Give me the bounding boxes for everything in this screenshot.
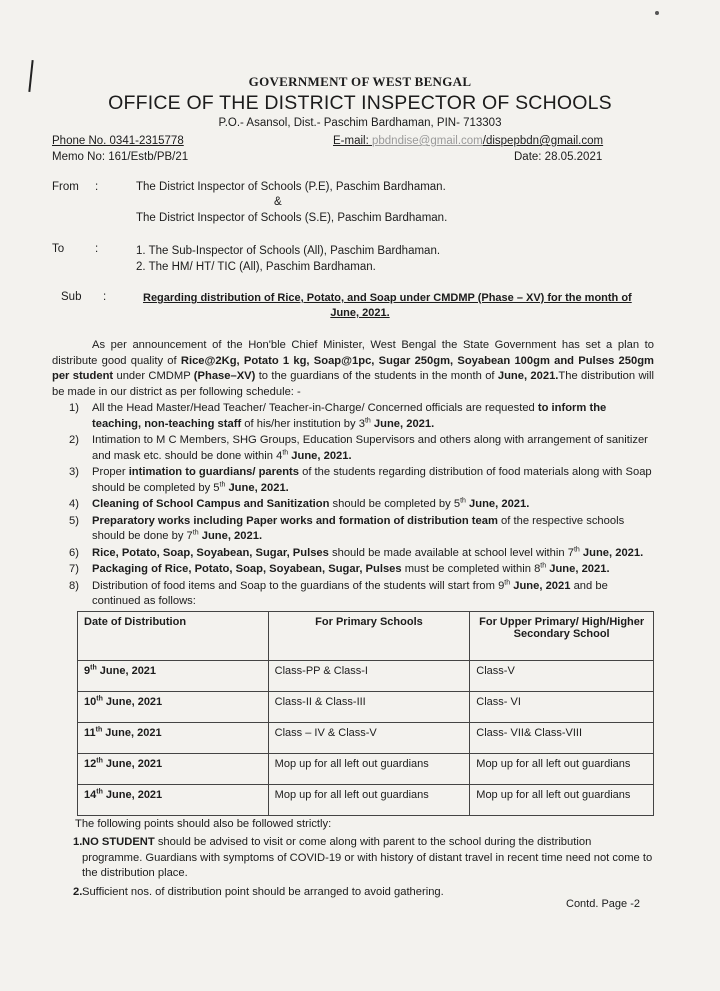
cell-upper: Mop up for all left out guardians [470,754,654,785]
item-text: and be continued as follows: [92,579,608,607]
memo-date: Date: 28.05.2021 [514,151,603,163]
date-sup: th [95,726,103,734]
item-text: of the respective schools should be done by 7 [92,514,625,542]
schedule-item [52,579,654,610]
item-sup: th [219,480,226,488]
cell-date [78,785,269,816]
item-bold: to inform the teaching, non-teaching staff [92,402,607,430]
subject-label: Sub [61,291,82,303]
date-day: 11 [84,727,96,739]
schedule-item [52,546,654,562]
cell-primary: Class-II & Class-III [268,692,470,723]
table-row [78,692,654,723]
table-row [78,754,654,785]
cell-primary: Mop up for all left out guardians [268,754,470,785]
date-rest: June, 2021 [102,789,163,801]
intro-text-4: The distribution will be made in our district as per following schedule: - [52,370,654,398]
date-rest: June, 2021 [96,665,157,677]
item-text: of the students regarding distribution of food materials along with Soap should be completed by 5 [92,466,652,494]
item-bold: intimation to guardians/ parents [128,466,300,478]
intro-text-1: As per announcement of the Hon'ble Chief Minister, West Bengal the State Government has set a plan to distribute good quality of [52,339,654,367]
subject-colon: : [103,291,107,303]
points-list [52,835,654,903]
item-sup: th [573,545,580,553]
continued-note: Contd. Page -2 [566,898,640,910]
item-number: 3) [69,466,79,478]
to-label: To [52,243,65,255]
cell-date [78,692,269,723]
cell-date [78,723,269,754]
cell-date [78,754,269,785]
item-number: 2) [69,434,79,446]
email-line [333,135,603,147]
item-bold: Preparatory works including Paper works and formation of distribution team [92,514,498,527]
header-primary: For Primary Schools [268,612,470,661]
item-text: Distribution of food items and Soap to the guardians of the students will start from 9 [92,579,505,592]
schedule-list [52,401,654,611]
cell-upper: Class- VI [470,692,654,723]
item-text: All the Head Master/Head Teacher/ Teacher-in-Charge/ Concerned officials are requested [92,402,538,414]
item-date: June, 2021. [465,498,530,510]
item-number: 4) [69,498,79,510]
date-rest: June, 2021 [102,696,163,708]
from-label: From [52,181,79,193]
intro-month: June, 2021. [497,370,559,382]
item-date: June, 2021. [579,546,644,559]
cell-upper: Class-V [470,661,654,692]
email-label: E-mail: [333,135,372,147]
item-text: should be completed by 5 [329,498,461,510]
schedule-item [52,401,654,432]
table-row [78,661,654,692]
item-bold: Cleaning of School Campus and Sanitization [92,498,330,510]
item-number: 8) [69,579,79,592]
item-text: Proper [92,466,129,478]
schedule-item [52,465,654,496]
date-rest: June, 2021 [102,758,163,770]
item-sup: th [460,497,466,505]
item-date: June, 2021. [225,481,289,494]
memo-number: Memo No: 161/Estb/PB/21 [52,151,189,163]
from-line-2: The District Inspector of Schools (S.E), Paschim Bardhaman. [136,212,448,224]
date-day: 12 [84,758,97,770]
item-sup: th [504,578,511,586]
cell-primary: Class – IV & Class-V [268,723,470,754]
point-item [52,885,654,901]
distribution-table [77,611,654,816]
header-upper-primary: For Upper Primary/ High/Higher Secondary School [470,612,654,661]
from-line-1: The District Inspector of Schools (P.E), Paschim Bardhaman. [136,181,446,193]
date-rest: June, 2021 [102,727,162,739]
subject-line-1: Regarding distribution of Rice, Potato, and Soap under CMDMP (Phase – XV) for the month of [143,292,632,304]
point-text: should be advised to visit or come along with parent to the school during the distribution programme. Guardians with symptoms of COVID-19 or with history of distant travel in recent time need not come to the distribution place. [82,836,653,879]
date-day: 10 [84,696,97,708]
schedule-item [52,514,654,545]
to-line-2: 2. The HM/ HT/ TIC (All), Paschim Bardhaman. [136,261,376,273]
cell-date [78,661,269,692]
cell-primary: Class-PP & Class-I [268,661,470,692]
item-number: 7) [69,563,79,575]
item-sup: th [540,562,547,570]
item-date: June, 2021. [198,530,263,542]
cell-upper: Class- VII& Class-VIII [470,723,654,754]
date-day: 14 [84,789,97,801]
schedule-item [52,562,654,578]
intro-text-3: to the guardians of the students in the month of [255,370,498,382]
office-heading: OFFICE OF THE DISTRICT INSPECTOR OF SCHOOLS [108,92,612,114]
point-bold: NO STUDENT [82,836,155,848]
intro-phase: (Phase–XV) [193,370,256,382]
item-sup: th [282,448,289,456]
point-number: 2. [73,885,83,898]
item-date: June, 2021. [370,417,435,430]
points-intro: The following points should also be followed strictly: [75,818,332,830]
item-text: must be completed within 8 [401,563,541,575]
schedule-item [52,433,654,464]
header-date: Date of Distribution [78,612,269,661]
from-colon: : [95,181,99,193]
table-row [78,785,654,816]
item-number: 6) [69,546,79,559]
scan-speck [655,11,659,15]
table-row [78,723,654,754]
date-sup: th [96,695,103,703]
point-item [52,835,654,882]
date-day: 9 [84,665,91,677]
government-heading: GOVERNMENT OF WEST BENGAL [248,74,472,89]
office-address: P.O.- Asansol, Dist.- Paschim Bardhaman, PIN- 713303 [218,117,502,129]
item-bold: Rice, Potato, Soap, Soyabean, Sugar, Pulses [92,546,329,559]
item-bold: Packaging of Rice, Potato, Soap, Soyabean, Sugar, Pulses [92,563,402,575]
date-sup: th [96,757,103,765]
intro-text-2: under CMDMP [113,370,194,382]
item-date: June, 2021 [510,579,571,592]
email-link-2[interactable]: dispepbdn@gmail.com [485,135,604,147]
item-sup: th [192,529,199,537]
intro-paragraph [52,338,654,400]
phone-number: Phone No. 0341-2315778 [52,135,184,147]
item-text: of his/her institution by 3 [241,417,365,430]
schedule-item [52,497,654,513]
table-header-row [78,612,654,661]
subject-line-2: June, 2021. [330,307,390,319]
cell-upper: Mop up for all left out guardians [470,785,654,816]
date-sup: th [90,664,97,672]
cell-primary: Mop up for all left out guardians [268,785,470,816]
to-colon: : [95,243,99,255]
email-link-1[interactable]: pbdndise@gmail.com [371,135,483,147]
email-separator: / [482,135,486,147]
item-text: Intimation to M C Members, SHG Groups, Education Supervisors and others along with arrangement of sanitizer and mask etc. should be done within 4 [92,434,648,462]
from-ampersand: & [274,196,282,208]
point-text: Sufficient nos. of distribution point should be arranged to avoid gathering. [82,885,444,898]
point-number: 1. [73,836,83,848]
item-number: 5) [69,514,79,527]
item-text: should be made available at school level within 7 [328,546,574,559]
item-sup: th [364,416,371,424]
item-number: 1) [69,402,79,414]
to-line-1: 1. The Sub-Inspector of Schools (All), Paschim Bardhaman. [136,245,441,257]
item-date: June, 2021. [546,563,610,575]
item-date: June, 2021. [288,449,352,462]
intro-items: Rice@2Kg, Potato 1 kg, Soap@1pc, Sugar 250gm, Soyabean 100gm and Pulses 250gm per student [52,354,654,382]
date-sup: th [96,788,103,796]
